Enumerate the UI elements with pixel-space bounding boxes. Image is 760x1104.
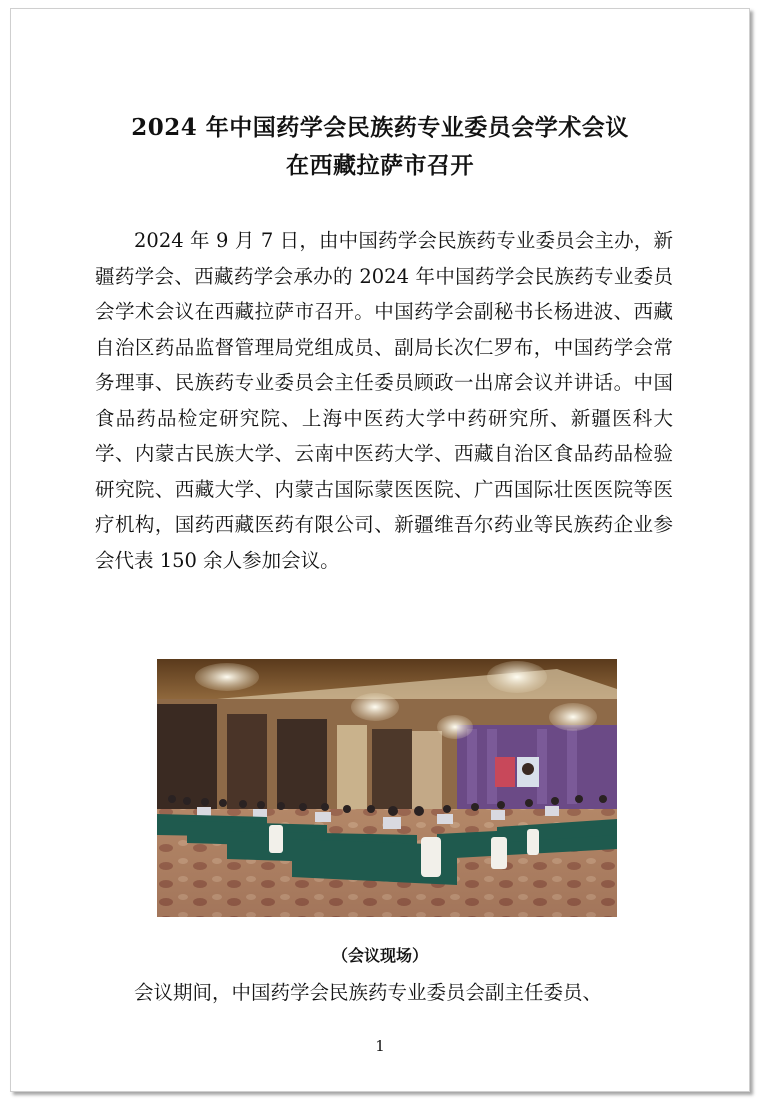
photo-caption: （会议现场） [331,946,428,965]
document-title [11,109,749,185]
body-text-continued [95,975,673,1010]
meeting-photo [157,659,617,917]
page-number: 1 [375,1037,385,1055]
title-line-2: 在西藏拉萨市召开 [286,152,474,179]
paragraph-1: 2024 年 9 月 7 日，由中国药学会民族药专业委员会主办，新疆药学会、西藏药学会承办的 2024 年中国药学会民族药专业委员会学术会议在西藏拉萨市召开。中国药学会副秘书长杨进波、西藏自治区药品监督管理局党组成员、副局长次仁罗布，中国药学会常务理事、民族药专业委员会主任委员顾政一出席会议并讲话。中国食品药品检定研究院、上海中医药大学中药研究所、新疆医科大学、内蒙古民族大学、云南中医药大学、西藏自治区食品药品检验研究院、西藏大学、内蒙古国际蒙医医院、广西国际壮医医院等医疗机构，国药西藏医药有限公司、新疆维吾尔药业等民族药企业参会代表 150 余人参加会议。 [95,229,673,572]
document-page [10,8,750,1092]
body-text [95,223,673,578]
title-line-1: 2024 年中国药学会民族药专业委员会学术会议 [131,114,629,141]
paragraph-2: 会议期间，中国药学会民族药专业委员会副主任委员、 [134,981,603,1004]
